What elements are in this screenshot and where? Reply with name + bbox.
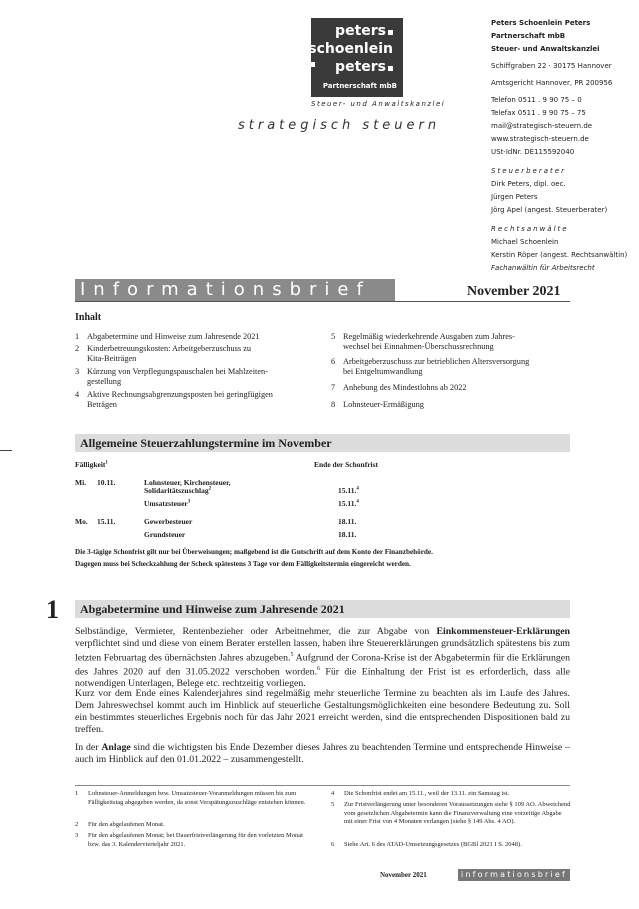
issue-date: November 2021 [467, 284, 561, 299]
logo-line-3: peters [335, 59, 386, 75]
tax-item: Solidaritätszuschlag$^2$ [144, 486, 212, 495]
firm-logo [308, 18, 403, 97]
grace-end-date: 18.11. [338, 517, 357, 526]
toc-item[interactable] [331, 332, 571, 352]
section-tax-advisors: Steuerberater [491, 167, 566, 175]
toc-label: Kinderbetreuungskosten: Arbeitgeberzuschuss zu [87, 344, 252, 353]
weekday: Mo. [75, 517, 88, 526]
side-line: Kerstin Röper (angest. Rechtsanwältin) [491, 251, 628, 259]
footer-label: informationsbrief [458, 869, 570, 881]
grace-end-date: 15.11.$^4$ [338, 486, 359, 495]
side-line: Dirk Peters, dipl. oec. [491, 180, 566, 188]
side-line: Amtsgericht Hannover, PR 200956 [491, 79, 613, 87]
paragraph: Selbständige, Vermieter, Rentenbezieher oder Arbeitnehmer, die zur Abgabe von Einkommensteuer-Erklärungen verpflichtet sind und diese von einem Berater erstellen lassen, haben ihre Steuererklärungen grundsätzlich spätestens bis zum letzten Februartag des übernächsten Jahres abzugeben.$^5$ Aufgrund der Corona-Krise ist der Abgabetermin für die Erklärungen des Jahres 2020 auf den 31.05.2022 verschoben worden.$^6$ Für die Einhaltung der Frist ist es erforderlich, dass alle notwendigen Unterlagen, Belege etc. rechtzeitig vorliegen. [75, 626, 570, 690]
toc-number: 4 [75, 390, 80, 399]
toc-item[interactable] [331, 383, 571, 393]
side-line: Peters Schoenlein Peters [491, 19, 591, 27]
side-line: Partnerschaft mbB [491, 32, 566, 40]
toc-number: 6 [331, 357, 336, 366]
address-block [491, 17, 639, 90]
vat-id: USt-IdNr. DE115592040 [491, 148, 575, 156]
grace-end-date: 18.11. [338, 530, 357, 539]
footnote: 1 Lohnsteuer-Anmeldungen bzw. Umsatzsteuer-Voranmeldungen müssen bis zum Fälligkeitstag abgegeben werden, da sonst Verspätungszuschläge entstehen können. [75, 790, 306, 806]
footnote: 5 Zur Fristverlängerung unter besonderen Voraussetzungen siehe § 109 AO. Abweichend vom gesetzlichen Abgabetermin kann die Finanzverwaltung eine vorzeitige Abgabe mit einer Frist von 4 Monaten verlangen (siehe § 149 Abs. 4 AO). [331, 801, 571, 826]
side-line: Steuer- und Anwaltskanzlei [491, 45, 600, 53]
due-date: 15.11. [97, 517, 116, 526]
fold-mark [0, 450, 12, 451]
title-rule [75, 301, 570, 302]
tagline: strategisch steuern [238, 118, 441, 133]
toc-label: Abgabetermine und Hinweise zum Jahresende 2021 [87, 332, 260, 341]
toc-label: Regelmäßig wiederkehrende Ausgaben zum Jahres- [343, 332, 515, 341]
tax-item: Gewerbesteuer [144, 517, 193, 526]
toc-number: 2 [75, 344, 80, 353]
fax: Telefax 0511 . 9 90 75 – 75 [491, 109, 586, 117]
toc-number: 5 [331, 332, 336, 341]
document-title: Informationsbrief [80, 279, 371, 300]
weekday: Mi. [75, 478, 87, 487]
tax-item: Lohnsteuer, Kirchensteuer, [144, 478, 231, 487]
firm-subtitle: Steuer- und Anwaltskanzlei [311, 100, 446, 108]
phone: Telefon 0511 . 9 90 75 – 0 [491, 96, 582, 104]
toc-item[interactable] [331, 400, 571, 410]
footnote: 4 Die Schonfrist endet am 15.11., weil der 13.11. ein Samstag ist. [331, 790, 510, 797]
toc-label: Anhebung des Mindestlohns ab 2022 [343, 383, 467, 392]
logo-line-2: schoenlein [308, 41, 393, 57]
toc-item[interactable] [75, 344, 325, 364]
toc-number: 3 [75, 367, 80, 376]
side-line: Jürgen Peters [491, 193, 538, 201]
footnote: 2 Für den abgelaufenen Monat. [75, 821, 165, 828]
side-line: Fachanwältin für Arbeitsrecht [491, 264, 595, 272]
section-number: 1 [46, 595, 59, 624]
tax-item: Grundsteuer [144, 530, 186, 539]
footer-date: November 2021 [380, 871, 427, 879]
grace-note: Dagegen muss bei Scheckzahlung der Scheck spätestens 3 Tage vor dem Fälligkeitstermin eingereicht werden. [75, 560, 411, 568]
toc-label-cont: Beträgen [87, 400, 117, 409]
grace-note: Die 3-tägige Schonfrist gilt nur bei Überweisungen; maßgebend ist die Gutschrift auf dem Konto der Finanzbehörde. [75, 548, 433, 556]
website-link[interactable]: www.strategisch-steuern.de [491, 135, 589, 143]
toc-number: 1 [75, 332, 80, 341]
footnote: 3 Für den abgelaufenen Monat; bei Dauerfristverlängerung für den vorletzten Monat bzw. das 3. Kalendervierteljahr 2021. [75, 832, 303, 848]
col-grace-end: Ende der Schonfrist [314, 460, 379, 469]
footnote: 6 Siehe Art. 6 des ATAD-Umsetzungsgesetzes (BGBl 2021 I S. 2048). [331, 841, 522, 848]
toc-label: Aktive Rechnungsabgrenzungsposten bei geringfügigen [87, 390, 273, 399]
toc-item[interactable] [75, 390, 330, 410]
logo-line-1: peters [335, 23, 386, 39]
toc-label: Lohnsteuer-Ermäßigung [343, 400, 424, 409]
toc-label-cont: Kita-Beiträgen [87, 354, 137, 363]
tax-item: Umsatzsteuer$^3$ [144, 499, 191, 508]
toc-item[interactable] [75, 332, 320, 342]
due-date: 10.11. [97, 478, 116, 487]
toc-number: 8 [331, 400, 336, 409]
toc-heading: Inhalt [75, 312, 102, 323]
logo-line-4: Partnerschaft mbB [322, 82, 397, 90]
tax-dates-heading: Allgemeine Steuerzahlungstermine im November [80, 436, 332, 450]
letterhead-sidebar [491, 17, 639, 275]
grace-end-date: 15.11.$^4$ [338, 499, 359, 508]
email-link[interactable]: mail@strategisch-steuern.de [491, 122, 593, 130]
paragraph: Kurz vor dem Ende eines Kalenderjahres sind regelmäßig mehr steuerliche Termine zu beachten als im Laufe des Jahres. Dem Jahreswechsel kommt auch im Hinblick auf steuerliche Gestaltungsmöglichkeiten eine besondere Bedeutung zu. Soll ein bestimmtes steuerliches Ergebnis noch für das Jahr 2021 erreicht werden, sind die entsprechenden Dispositionen bald zu treffen. [75, 688, 570, 735]
toc-label: Arbeitgeberzuschuss zur betrieblichen Altersversorgung [343, 357, 530, 366]
toc-number: 7 [331, 383, 336, 392]
section-heading: Abgabetermine und Hinweise zum Jahresende 2021 [80, 602, 345, 616]
toc-item[interactable] [331, 357, 571, 377]
contact-block [491, 94, 639, 159]
paragraph: In der Anlage sind die wichtigsten bis Ende Dezember dieses Jahres zu beachtenden Termine und entsprechende Hinweise – auch im Hinblick auf den 01.01.2022 – zusammengestellt. [75, 742, 570, 765]
footnote-rule [75, 785, 570, 786]
col-due-date: Fälligkeit$^1$ [75, 460, 108, 469]
toc-label: Kürzung von Verpflegungspauschalen bei Mahlzeiten- [87, 367, 268, 376]
toc-label-cont: gestellung [87, 377, 122, 386]
side-line: Schiffgraben 22 · 30175 Hannover [491, 62, 612, 70]
toc-label-cont: wechsel bei Einnahmen-Überschussrechnung [343, 342, 494, 351]
section-lawyers: Rechtsanwälte [491, 225, 569, 233]
toc-label-cont: bei Entgeltumwandlung [343, 367, 423, 376]
toc-item[interactable] [75, 367, 330, 387]
side-line: Michael Schoenlein [491, 238, 559, 246]
side-line: Jörg Apel (angest. Steuerberater) [491, 206, 608, 214]
